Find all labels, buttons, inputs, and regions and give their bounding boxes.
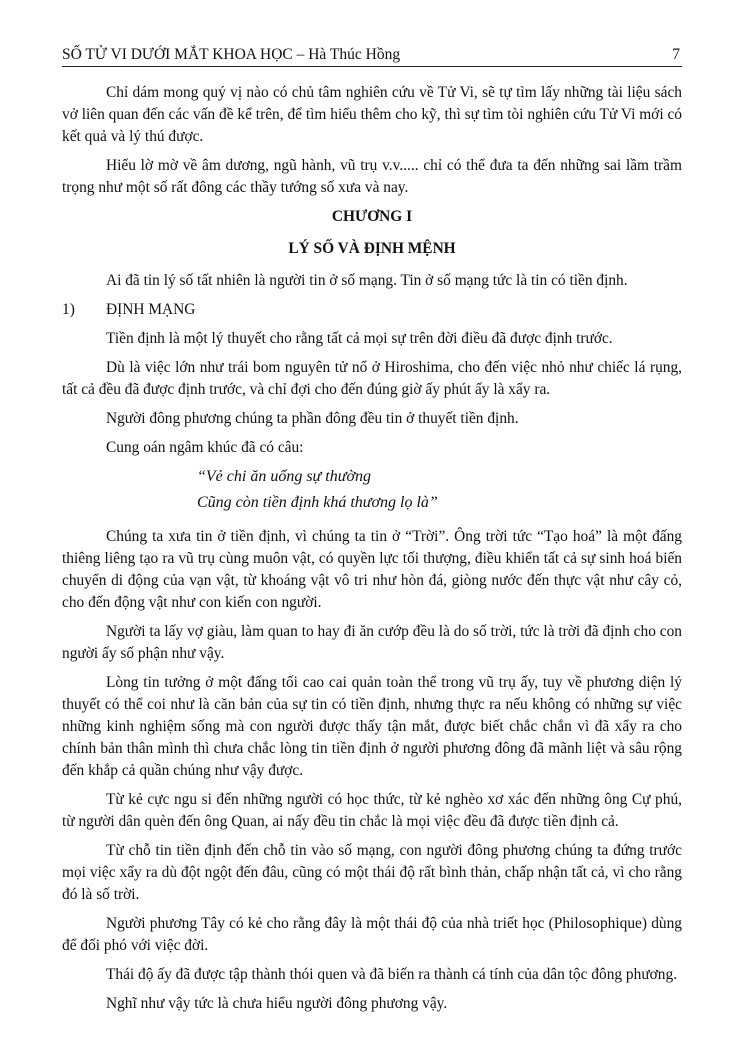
chapter-heading: CHƯƠNG I <box>331 208 413 225</box>
page-number: 7 <box>672 46 680 63</box>
paragraph: Cung oán ngâm khúc đã có câu: <box>106 439 304 456</box>
paragraph: Dù là việc lớn như trái bom nguyên tử nổ ở Hiroshima, cho đến việc nhỏ như chiếc lá rụng, tất cả đều đã được định trước, và chỉ đợi cho đến đúng giờ ấy phút ấy là xẩy ra. <box>62 359 682 398</box>
paragraph: Tiền định là một lý thuyết cho rằng tất cả mọi sự trên đời điều đã được định trước. <box>106 330 613 347</box>
paragraph: Chỉ dám mong quý vị nào có chủ tâm nghiên cứu về Tử Vi, sẽ tự tìm lấy những tài liệu sách vở liên quan đến các vấn đề kể trên, để tìm hiểu thêm cho kỹ, thì sự tìm tòi nghiên cứu Tử Vi mới có kết quả và lý thú được. <box>62 84 682 145</box>
section-number: 1) <box>62 301 75 318</box>
paragraph: Người ta lấy vợ giàu, làm quan to hay đi ăn cướp đều là do số trời, tức là trời đã định cho con người ấy số phận như vậy. <box>62 623 682 662</box>
paragraph: Người phương Tây có kẻ cho rằng đây là một thái độ của nhà triết học (Philosophique) dùng để đối phó với việc đời. <box>62 915 682 954</box>
paragraph: Hiểu lờ mờ về âm dương, ngũ hành, vũ trụ v.v..... chỉ có thể đưa ta đến những sai lầm trầm trọng như một số rất đông các thầy tướng số xưa và nay. <box>62 157 682 196</box>
body-text <box>62 82 682 1022</box>
paragraph: Ai đã tin lý số tất nhiên là người tin ở số mạng. Tin ở số mạng tức là tin có tiền định. <box>106 272 628 289</box>
paragraph: Chúng ta xưa tin ở tiền định, vì chúng ta tin ở “Trời”. Ông trời tức “Tạo hoá” là một đấng thiêng liêng tạo ra vũ trụ cùng muôn vật, có quyền lực tối thượng, điều khiển tất cả sự sinh hoá biến chuyển di động của vạn vật, từ khoáng vật vô tri như hòn đá, giòng nước đến thực vật như cây cỏ, cho đến động vật như con kiến con người. <box>62 528 682 611</box>
verse-line: Cũng còn tiền định khá thương lọ là” <box>197 494 438 511</box>
paragraph: Nghĩ như vậy tức là chưa hiểu người đông phương vậy. <box>106 995 448 1012</box>
chapter-title: LÝ SỐ VÀ ĐỊNH MỆNH <box>288 240 456 257</box>
verse-line: “Vẻ chi ăn uống sự thường <box>197 468 371 485</box>
paragraph: Từ chỗ tin tiền định đến chỗ tin vào số mạng, con người đông phương chúng ta đứng trước mọi việc xẩy ra dù đột ngột đến đâu, cũng có một thái độ rất bình thản, chấp nhận tất cả, vì cho rằng đó là số trời. <box>62 842 682 903</box>
paragraph: Người đông phương chúng ta phần đông đều tin ở thuyết tiền định. <box>106 410 519 427</box>
paragraph: Từ kẻ cực ngu si đến những người có học thức, từ kẻ nghèo xơ xác đến những ông Cự phú, từ người dân quèn đến ông Quan, ai nấy đều tin chắc là mọi việc đều đã được tiền định cả. <box>62 791 682 830</box>
section-title: ĐỊNH MẠNG <box>106 301 196 318</box>
paragraph: Thái độ ấy đã được tập thành thói quen và đã biến ra thành cá tính của dân tộc đông phương. <box>106 966 678 983</box>
paragraph: Lòng tin tưởng ở một đấng tối cao cai quản toàn thể trong vũ trụ ấy, tuy về phương diện lý thuyết có thể coi như là căn bản của sự tin có tiền định, nhưng thực ra nếu không có những sự việc những kinh nghiệm sống mà con người được thấy tận mắt, được biết chắc chắn vì đã xẩy ra cho chính bản thân mình thì chưa chắc lòng tin tiền định ở người phương đông đã mãnh liệt và sâu rộng đến khắp cả quần chúng như vậy được. <box>62 674 682 779</box>
section-heading <box>62 299 682 321</box>
header-title: SỐ TỬ VI DƯỚI MẮT KHOA HỌC – Hà Thúc Hồng <box>62 46 401 63</box>
running-header <box>62 44 682 67</box>
